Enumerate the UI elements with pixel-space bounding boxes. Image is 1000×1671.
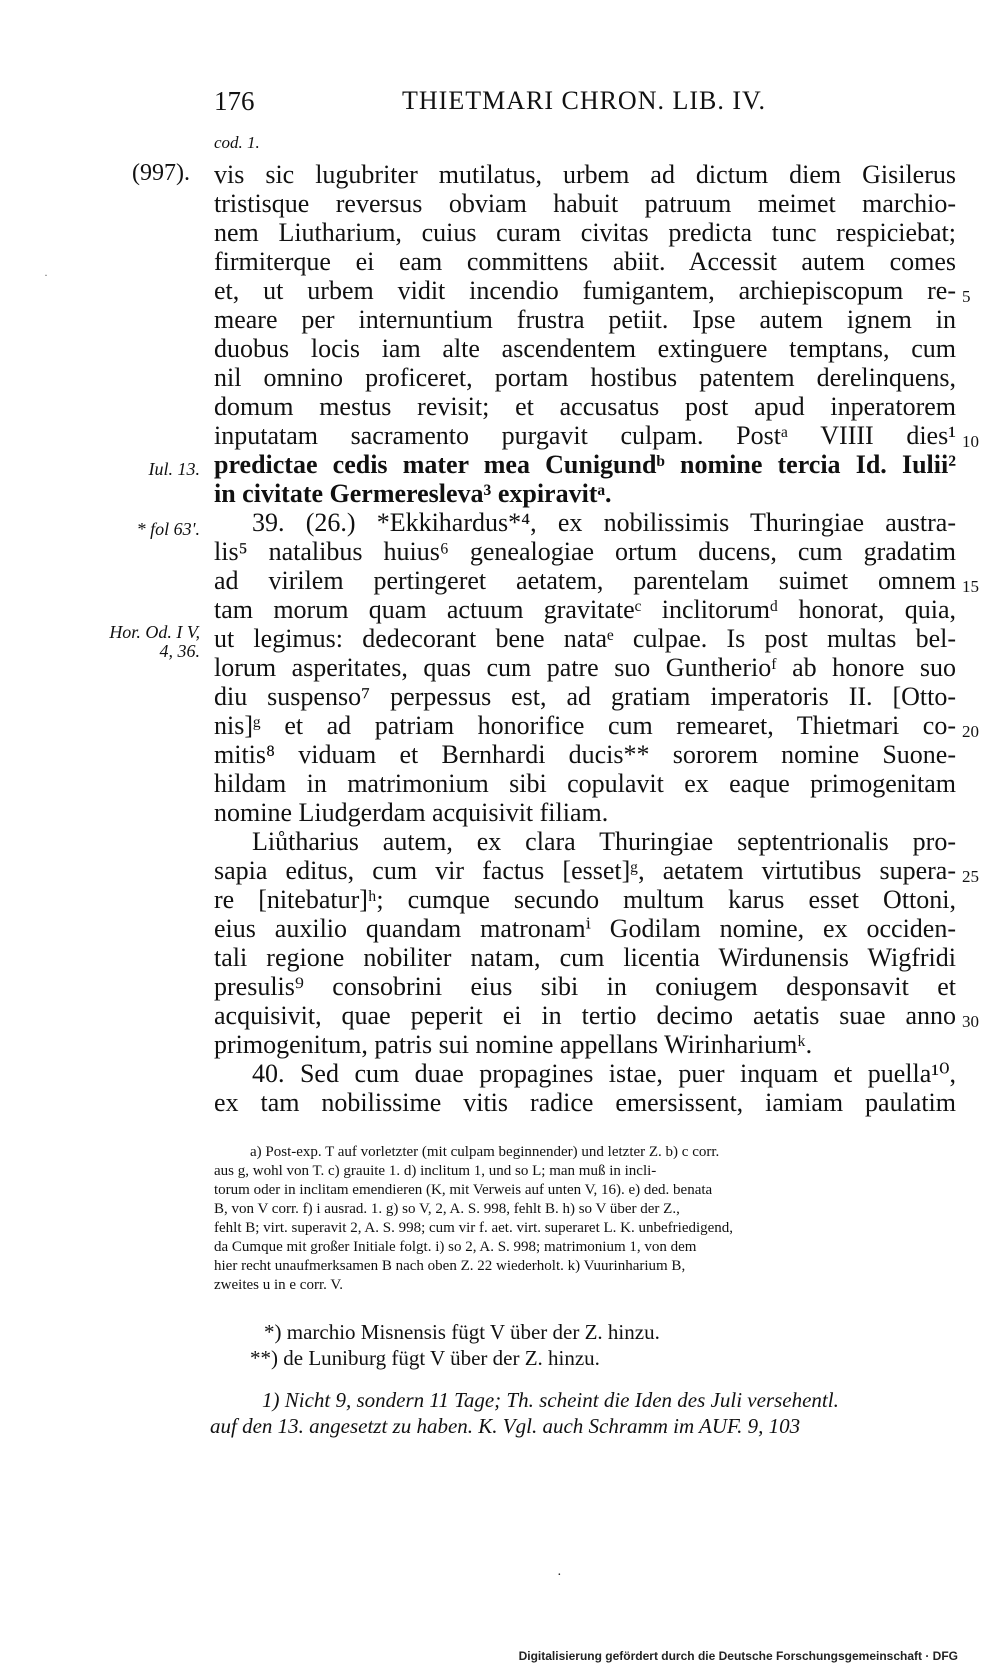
line-number: 25 [962, 867, 979, 886]
apparatus-line: a) Post-exp. T auf vorletzter (mit culpam beginnender) und letzter Z. b) c corr. [250, 1144, 720, 1160]
margin-date-note: Iul. 13. [148, 459, 200, 479]
apparatus-line: aus g, wohl von T. c) grauite 1. d) inclitum 1, und so L; man muß in incli- [214, 1163, 657, 1179]
apparatus-line: hier recht unaufmerksamen B nach oben Z. 22 wiederholt. k) Vuurinharium B, [214, 1258, 686, 1274]
digitization-credit: Digitalisierung gefördert durch die Deutsche Forschungsgemeinschaft · DFG [518, 1649, 958, 1663]
text-line: meare per internuntium frustra petiit. Ipse autem ignem in [214, 305, 956, 334]
text-line: re [nitebatur]ʰ; cumque secundo multum karus esset Ottoni, [214, 885, 956, 914]
text-line: hildam in matrimonium sibi copulavit ex eaque primogenitam [214, 769, 956, 798]
text-line: sapia editus, cum vir factus [esset]ᵍ, aetatem virtutibus supera- [214, 856, 956, 885]
text-line: eius auxilio quandam matronamⁱ Godilam nomine, ex occiden- [214, 914, 956, 943]
text-line: lis⁵ natalibus huius⁶ genealogiae ortum ducens, cum gradatim [214, 537, 956, 566]
text-line: domum mestus revisit; et accusatus post apud inperatorem [214, 392, 956, 421]
stray-mark: · [44, 268, 48, 282]
text-line: primogenitum, patris sui nomine appellans Wirinhariumᵏ. [214, 1030, 813, 1059]
chapter-40-start: 40. Sed cum duae propagines istae, puer inquam et puella¹⁰, [252, 1059, 956, 1088]
text-line: nis]ᵍ et ad patriam honorifice cum remearet, Thietmari co- [214, 711, 956, 740]
text-line: ex tam nobilissime vitis radice emersissent, iamiam paulatim [214, 1088, 956, 1117]
apparatus-line: zweites u in e corr. V. [214, 1277, 344, 1293]
text-line: tristisque reversus obviam habuit patruum meimet marchio- [214, 189, 956, 218]
asterisk-note: **) de Luniburg fügt V über der Z. hinzu. [250, 1346, 600, 1370]
running-title: THIETMARI CHRON. LIB. IV. [402, 86, 766, 115]
line-number: 20 [962, 722, 979, 741]
text-line: presulis⁹ consobrini eius sibi in coniugem desponsavit et [214, 972, 956, 1001]
text-line: diu suspenso⁷ perpessus est, ad gratiam imperatoris II. [Otto- [214, 682, 956, 711]
codex-label: cod. 1. [214, 133, 260, 152]
chapter-39-start: 39. (26.) *Ekkihardus*⁴, ex nobilissimis Thuringiae austra- [252, 508, 956, 537]
text-line: lorum asperitates, quas cum patre suo Guntherioᶠ ab honore suo [214, 653, 956, 682]
apparatus-line: torum oder in inclitam emendieren (K, mit Verweis auf unten V, 16). e) ded. benata [214, 1182, 713, 1198]
text-line: inputatam sacramento purgavit culpam. Postᵃ VIIII dies¹ [214, 421, 956, 450]
footnote-line: 1) Nicht 9, sondern 11 Tage; Th. scheint die Iden des Juli versehentl. [262, 1388, 839, 1412]
text-line: nem Liutharium, cuius curam civitas predicta tunc respiciebat; [214, 218, 956, 247]
text-line: ut legimus: dedecorant bene nataᵉ culpae. Is post multas bel- [214, 624, 956, 653]
line-number: 30 [962, 1012, 979, 1031]
footnote-line: auf den 13. angesetzt zu haben. K. Vgl. auch Schramm im AUF. 9, 103 [210, 1414, 801, 1438]
margin-horace-ref-1: Hor. Od. I V, [109, 622, 200, 642]
text-line-bold: in civitate Germeresleva³ expiravitᵃ. [214, 479, 612, 508]
apparatus-line: fehlt B; virt. superavit 2, A. S. 998; cum vir f. aet. virt. superaret L. K. unbefriedigend, [214, 1220, 734, 1236]
text-line: nomine Liudgerdam acquisivit filiam. [214, 798, 609, 827]
paragraph-start: Liůtharius autem, ex clara Thuringiae septentrionalis pro- [252, 827, 956, 856]
margin-folio-note: * fol 63'. [136, 519, 200, 539]
text-line: firmiterque ei eam committens abiit. Accessit autem comes [214, 247, 956, 276]
text-line: mitis⁸ viduam et Bernhardi ducis** sororem nomine Suone- [214, 740, 956, 769]
apparatus-line: da Cumque mit großer Initiale folgt. i) so 2, A. S. 998; matrimonium 1, von dem [214, 1239, 697, 1255]
text-line: et, ut urbem vidit incendio fumigantem, archiepiscopum re- [214, 276, 956, 305]
line-number: 15 [962, 577, 979, 596]
text-line: nil omnino proficeret, portam hostibus patentem derelinquens, [214, 363, 956, 392]
asterisk-note: *) marchio Misnensis fügt V über der Z. hinzu. [264, 1320, 660, 1344]
page-number: 176 [214, 86, 255, 116]
text-line: acquisivit, quae peperit ei in tertio decimo aetatis suae anno [214, 1001, 956, 1030]
text-line: tali regione nobiliter natam, cum licentia Wirdunensis Wigfridi [214, 943, 956, 972]
margin-horace-ref-2: 4, 36. [159, 641, 200, 661]
text-line: tam morum quam actuum gravitateᶜ inclitorumᵈ honorat, quia, [214, 595, 956, 624]
text-line-bold: predictae cedis mater mea Cunigundᵇ nomine tercia Id. Iulii² [214, 450, 956, 479]
line-number: 10 [962, 432, 979, 451]
text-line: duobus locis iam alte ascendentem extinguere temptans, cum [214, 334, 956, 363]
line-number: 5 [962, 287, 971, 306]
text-line: ad virilem pertingeret aetatem, parentelam suimet omnem [214, 566, 956, 595]
margin-year: (997). [132, 160, 190, 186]
apparatus-line: B, von V corr. f) i ausrad. 1. g) so V, 2, A. S. 998, fehlt B. h) so V über der Z., [214, 1201, 680, 1217]
text-line: vis sic lugubriter mutilatus, urbem ad dictum diem Gisilerus [214, 160, 956, 189]
dot-mark: · [557, 1568, 562, 1583]
